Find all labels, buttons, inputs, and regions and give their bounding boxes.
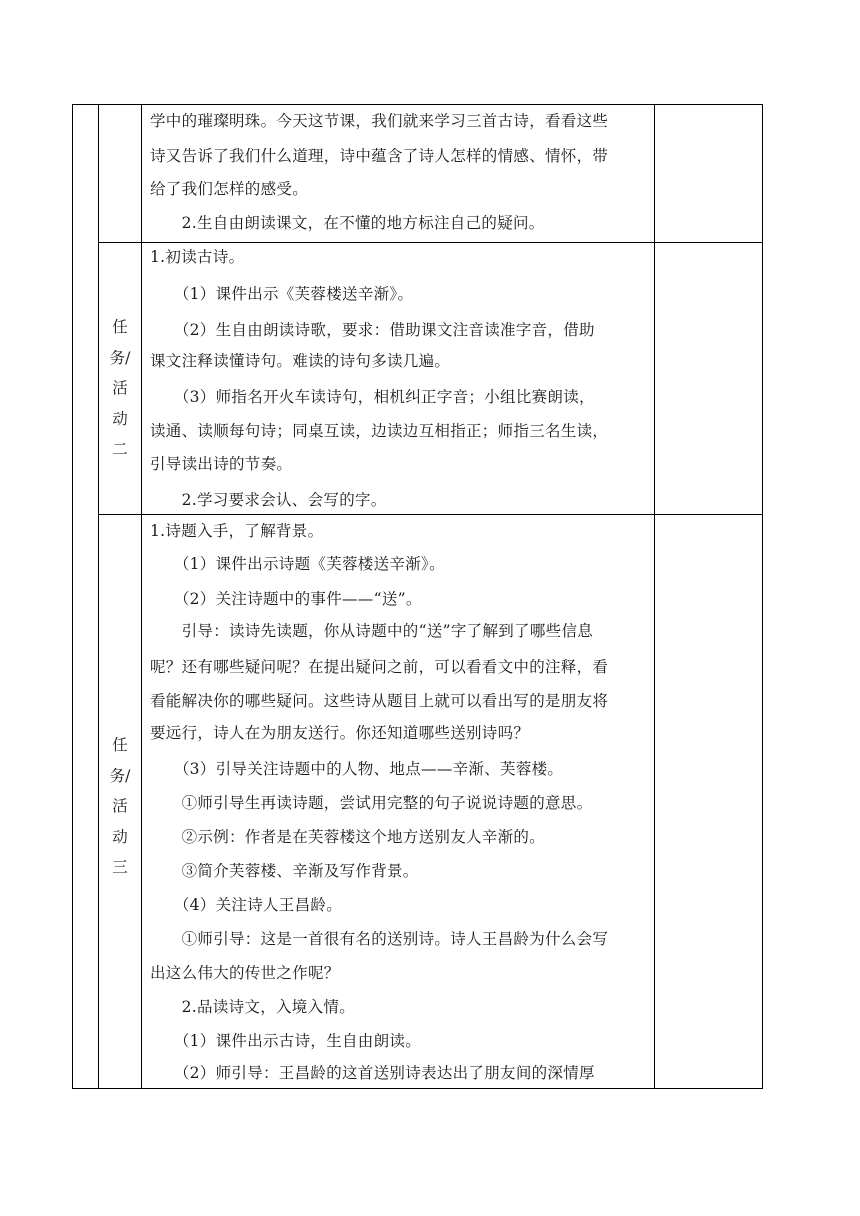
text-line: ③简介芙蓉楼、辛渐及写作背景。 [150, 862, 419, 880]
text-line: ②示例：作者是在芙蓉楼这个地方送别友人辛渐的。 [150, 828, 546, 846]
col-border-2 [98, 104, 99, 1089]
table-bottom-border [72, 1088, 762, 1089]
text-line: 2.生自由朗读课文，在不懂的地方标注自己的疑问。 [150, 214, 545, 232]
col-border-4 [654, 104, 655, 1089]
text-line: 学中的璀璨明珠。今天这节课，我们就来学习三首古诗，看看这些 [150, 112, 609, 130]
text-line: ①师引导生再读诗题，尝试用完整的句子说说诗题的意思。 [150, 794, 593, 812]
text-line: 呢？还有哪些疑问呢？在提出疑问之前，可以看看文中的注释，看 [150, 658, 609, 676]
text-line: 1.初读古诗。 [150, 248, 245, 266]
col-border-left [72, 104, 73, 1089]
text-line: （1）课件出示诗题《芙蓉楼送辛渐》。 [150, 555, 445, 573]
label-char: 任 [112, 736, 128, 754]
label-char: 二 [112, 440, 128, 458]
text-line: 看能解决你的哪些疑问。这些诗从题目上就可以看出写的是朋友将 [150, 692, 609, 710]
label-char: 务/ [109, 766, 131, 785]
label-char: 务/ [109, 348, 131, 367]
text-line: ①师引导：这是一首很有名的送别诗。诗人王昌龄为什么会写 [150, 930, 609, 948]
text-line: （2）生自由朗读诗歌，要求：借助课文注音读准字音，借助 [150, 321, 595, 339]
text-line: 读通、读顺每句诗；同桌互读，边读边互相指正；师指三名生读， [150, 422, 609, 440]
text-line: 给了我们怎样的感受。 [150, 180, 309, 198]
text-line: 出这么伟大的传世之作呢？ [150, 964, 340, 982]
label-char: 活 [112, 379, 128, 397]
label-char: 动 [112, 827, 128, 846]
col-border-3 [141, 104, 142, 1089]
text-line: （4）关注诗人王昌龄。 [150, 896, 343, 914]
text-line: 课文注释读懂诗句。难读的诗句多读几遍。 [150, 352, 451, 370]
text-line: 2.品读诗文，入境入情。 [150, 998, 355, 1016]
task-label-3 [100, 730, 140, 883]
text-line: （3）师指名开火车读诗句，相机纠正字音；小组比赛朗读， [150, 388, 595, 406]
text-line: 1.诗题入手，了解背景。 [150, 522, 324, 540]
text-line: 引导：读诗先读题，你从诗题中的“送”字了解到了哪些信息 [150, 622, 594, 640]
label-char: 动 [112, 409, 128, 428]
label-char: 三 [112, 858, 128, 876]
text-line: （1）课件出示《芙蓉楼送辛渐》。 [150, 285, 414, 303]
table-top-border [72, 104, 762, 105]
task-label-2 [100, 312, 140, 465]
text-line: （2）师引导：王昌龄的这首送别诗表达出了朋友间的深情厚 [150, 1064, 595, 1082]
text-line: 诗又告诉了我们什么道理，诗中蕴含了诗人怎样的情感、情怀，带 [150, 147, 609, 165]
row-divider-1 [98, 242, 762, 243]
label-char: 任 [112, 318, 128, 336]
text-line: 要远行，诗人在为朋友送行。你还知道哪些送别诗吗？ [150, 724, 530, 742]
col-border-right [762, 104, 763, 1089]
text-line: 2.学习要求会认、会写的字。 [150, 491, 387, 509]
text-line: （2）关注诗题中的事件——“送”。 [150, 590, 422, 608]
text-line: （3）引导关注诗题中的人物、地点——辛渐、芙蓉楼。 [150, 760, 564, 778]
text-line: （1）课件出示古诗，生自由朗读。 [150, 1032, 422, 1050]
row-divider-2 [98, 514, 762, 515]
text-line: 引导读出诗的节奏。 [150, 455, 293, 473]
label-char: 活 [112, 797, 128, 815]
